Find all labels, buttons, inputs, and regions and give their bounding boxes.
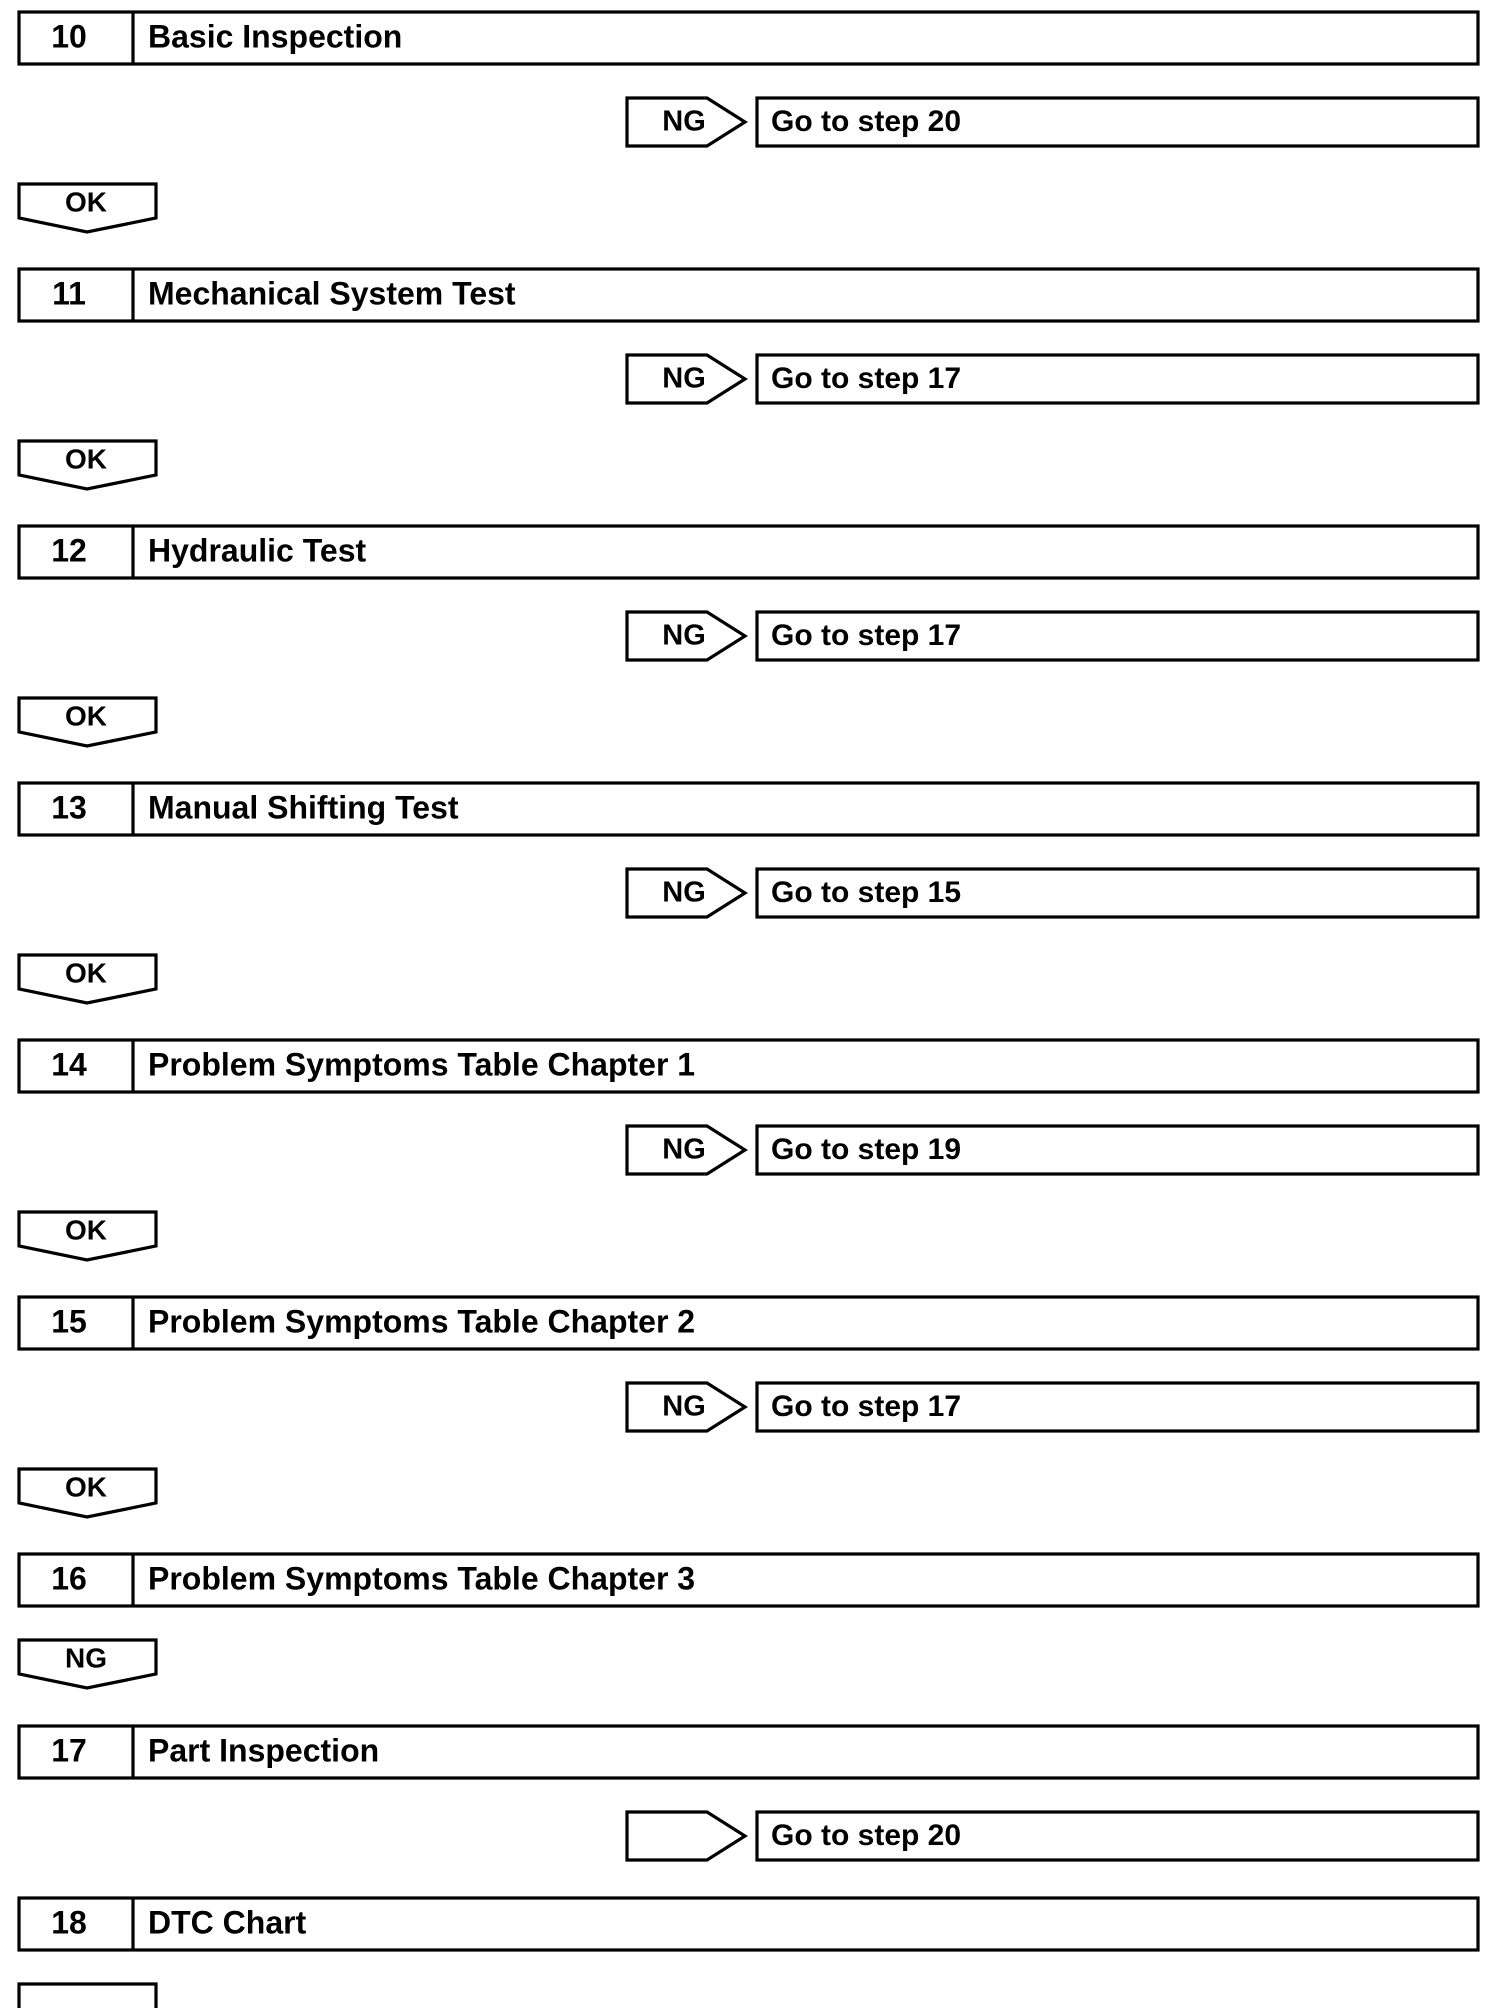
step-number: 13	[51, 789, 87, 826]
ng-arrow	[627, 1812, 745, 1860]
branch-target: Go to step 20	[771, 104, 962, 138]
branch-target: Go to step 15	[771, 875, 962, 909]
step-15	[19, 1297, 1478, 1517]
step-title: Basic Inspection	[148, 18, 403, 55]
ng-label: NG	[662, 1390, 706, 1423]
step-14	[19, 1040, 1478, 1260]
step-17	[19, 1726, 1478, 1860]
step-title: Mechanical System Test	[148, 275, 516, 312]
step-title: Problem Symptoms Table Chapter 2	[148, 1303, 696, 1340]
ng-label: NG	[662, 1133, 706, 1166]
next-tag-label: NG	[65, 1642, 107, 1674]
step-title: Manual Shifting Test	[148, 789, 459, 826]
ng-label: NG	[662, 105, 706, 138]
step-10	[19, 12, 1478, 232]
step-13	[19, 783, 1478, 1003]
next-tag-label: OK	[65, 443, 107, 475]
ng-label: NG	[662, 362, 706, 395]
step-16	[19, 1554, 1478, 1688]
branch-target: Go to step 17	[771, 618, 962, 652]
step-12	[19, 526, 1478, 746]
branch-target: Go to step 20	[771, 1818, 962, 1852]
step-number: 17	[51, 1732, 87, 1769]
next-tag-label: OK	[65, 1214, 107, 1246]
branch-target: Go to step 19	[771, 1132, 962, 1166]
branch-target: Go to step 17	[771, 1389, 962, 1423]
step-title: Problem Symptoms Table Chapter 1	[148, 1046, 696, 1083]
next-tag-label: OK	[65, 1471, 107, 1503]
step-number: 14	[51, 1046, 87, 1083]
branch-target: Go to step 17	[771, 361, 962, 395]
step-number: 15	[51, 1303, 87, 1340]
next-tag-arrow	[19, 1984, 156, 2008]
step-number: 18	[51, 1904, 87, 1941]
next-tag-label: OK	[65, 957, 107, 989]
step-title: Problem Symptoms Table Chapter 3	[148, 1560, 696, 1597]
step-number: 10	[51, 18, 87, 55]
step-11	[19, 269, 1478, 489]
next-tag-label: OK	[65, 700, 107, 732]
ng-label: NG	[662, 619, 706, 652]
step-title: Part Inspection	[148, 1732, 380, 1769]
step-title: DTC Chart	[148, 1904, 307, 1941]
ng-label: NG	[662, 876, 706, 909]
step-number: 12	[51, 532, 87, 569]
step-18	[19, 1898, 1478, 2008]
next-tag-label: OK	[65, 186, 107, 218]
step-number: 11	[52, 275, 86, 312]
step-title: Hydraulic Test	[148, 532, 367, 569]
step-number: 16	[51, 1560, 87, 1597]
